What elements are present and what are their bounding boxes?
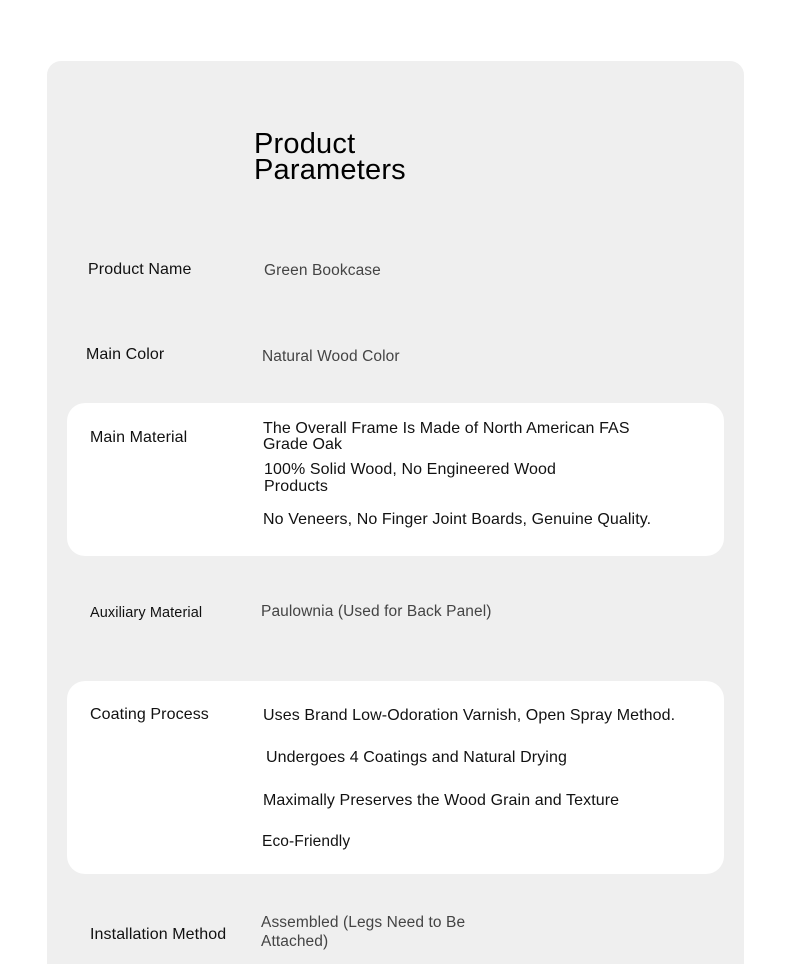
- main-color-value: Natural Wood Color: [262, 348, 400, 365]
- title-line-2: Parameters: [254, 154, 406, 186]
- product-name-label: Product Name: [88, 261, 192, 278]
- installation-method-value: Assembled (Legs Need to Be Attached): [261, 914, 466, 950]
- coating-process-label: Coating Process: [90, 706, 209, 723]
- page-title: [254, 128, 406, 186]
- coating-process-line-3: Maximally Preserves the Wood Grain and Texture: [263, 792, 620, 809]
- coating-process-line-2: Undergoes 4 Coatings and Natural Drying: [266, 749, 567, 766]
- coating-process-line-1: Uses Brand Low-Odoration Varnish, Open Spray Method.: [263, 707, 676, 724]
- main-color-label: Main Color: [86, 346, 165, 363]
- installation-method-label: Installation Method: [90, 926, 227, 943]
- main-material-line-3: No Veneers, No Finger Joint Boards, Genuine Quality.: [263, 511, 652, 528]
- main-material-line-1: The Overall Frame Is Made of North American FAS Grade Oak: [263, 420, 630, 453]
- auxiliary-material-label: Auxiliary Material: [90, 605, 203, 621]
- auxiliary-material-value: Paulownia (Used for Back Panel): [261, 603, 492, 620]
- product-name-value: Green Bookcase: [264, 262, 381, 279]
- coating-process-line-4: Eco-Friendly: [262, 833, 351, 850]
- main-material-line-2: 100% Solid Wood, No Engineered Wood Products: [264, 461, 556, 495]
- main-material-label: Main Material: [90, 429, 188, 446]
- title-line-1: Product: [254, 128, 356, 160]
